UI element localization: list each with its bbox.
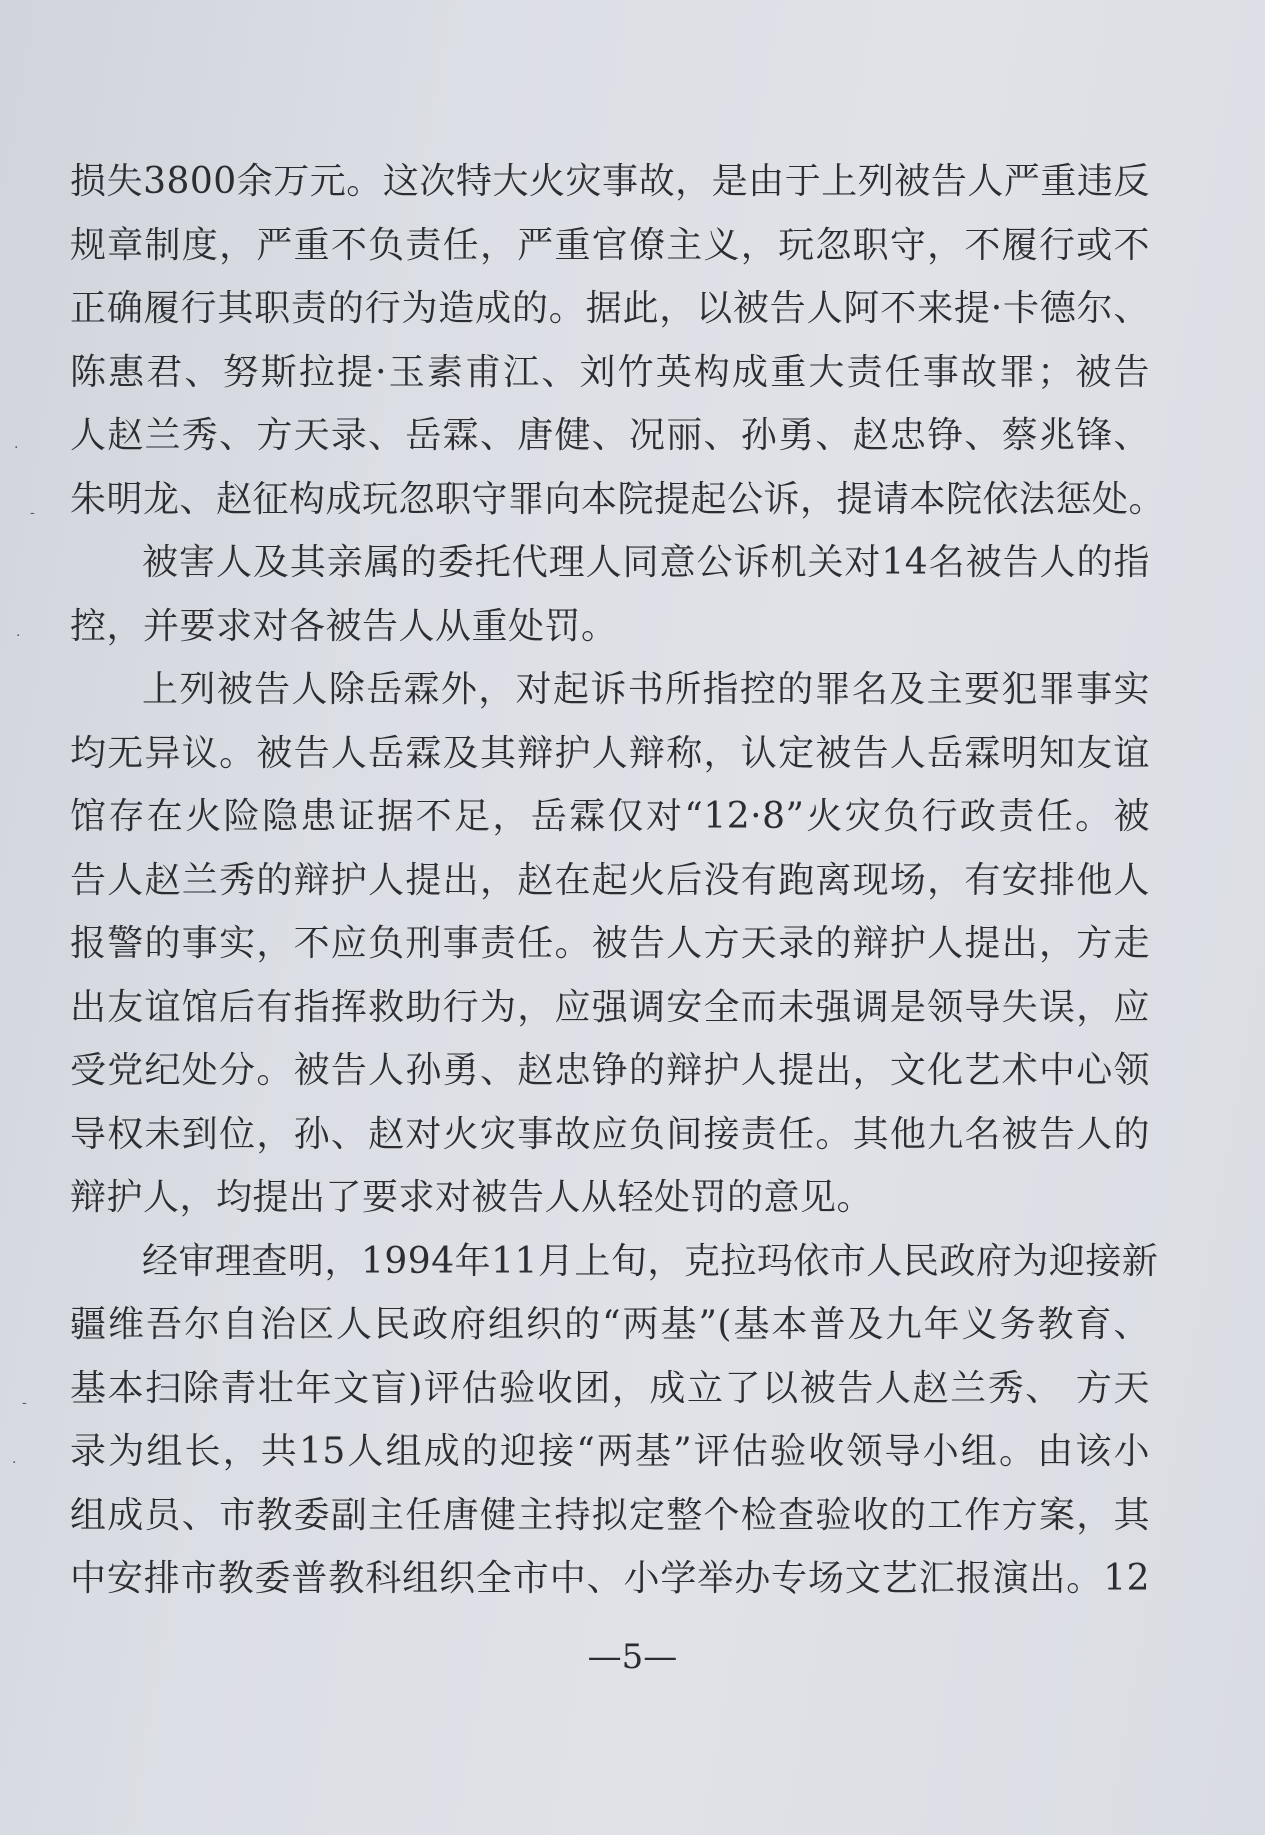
page-number: —5— [587, 1637, 678, 1677]
text-line: 规章制度，严重不负责任，严重官僚主义，玩忽职守，不履行或不 [70, 224, 1150, 266]
paper-speck: · [14, 440, 19, 456]
text-line: 控，并要求对各被告人从重处罚。 [70, 605, 618, 647]
text-line: 馆存在火险隐患证据不足，岳霖仅对“12·8”火灾负行政责任。被 [70, 796, 1150, 837]
text-line: 上列被告人除岳霖外，对起诉书所指控的罪名及主要犯罪事实 [142, 669, 1150, 710]
text-line: 出友谊馆后有指挥救助行为，应强调安全而未强调是领导失误，应 [70, 986, 1150, 1028]
paper-speck: - [30, 505, 35, 521]
text-line: 基本扫除青壮年文盲)评估验收团，成立了以被告人赵兰秀、 方天 [70, 1367, 1150, 1409]
text-line: 被害人及其亲属的委托代理人同意公诉机关对14名被告人的指 [142, 542, 1150, 583]
text-line: 正确履行其职责的行为造成的。据此，以被告人阿不来提·卡德尔、 [70, 288, 1150, 329]
text-line: 朱明龙、赵征构成玩忽职守罪向本院提起公诉，提请本院依法惩处。 [70, 478, 1166, 520]
text-line: 告人赵兰秀的辩护人提出，赵在起火后没有跑离现场，有安排他人 [70, 859, 1150, 901]
text-line: 组成员、市教委副主任唐健主持拟定整个检查验收的工作方案，其 [70, 1494, 1150, 1536]
text-line: 导权未到位，孙、赵对火灾事故应负间接责任。其他九名被告人的 [70, 1113, 1150, 1155]
text-line: 中安排市教委普教科组织全市中、小学举办专场文艺汇报演出。12 [70, 1558, 1150, 1599]
text-line: 陈惠君、努斯拉提·玉素甫江、刘竹英构成重大责任事故罪；被告 [70, 351, 1150, 393]
document-body [70, 150, 1166, 1611]
paper-speck: - [22, 1395, 27, 1411]
text-line: 均无异议。被告人岳霖及其辩护人辩称，认定被告人岳霖明知友谊 [70, 732, 1150, 774]
text-line: 报警的事实，不应负刑事责任。被告人方天录的辩护人提出，方走 [70, 923, 1150, 964]
text-line: 受党纪处分。被告人孙勇、赵忠铮的辩护人提出，文化艺术中心领 [70, 1050, 1150, 1091]
text-line: 经审理查明，1994年11月上旬，克拉玛依市人民政府为迎接新 [142, 1240, 1159, 1282]
text-line: 人赵兰秀、方天录、岳霖、唐健、况丽、孙勇、赵忠铮、蔡兆锋、 [70, 415, 1150, 456]
text-line: 辩护人，均提出了要求对被告人从轻处罚的意见。 [70, 1177, 874, 1218]
text-line: 疆维吾尔自治区人民政府组织的“两基”(基本普及九年义务教育、 [70, 1304, 1150, 1345]
paper-speck: · [16, 628, 21, 644]
text-line: 录为组长，共15人组成的迎接“两基”评估验收领导小组。由该小 [70, 1431, 1150, 1472]
text-line: 损失3800余万元。这次特大火灾事故，是由于上列被告人严重违反 [70, 161, 1150, 202]
paper-speck: · [12, 1455, 17, 1471]
